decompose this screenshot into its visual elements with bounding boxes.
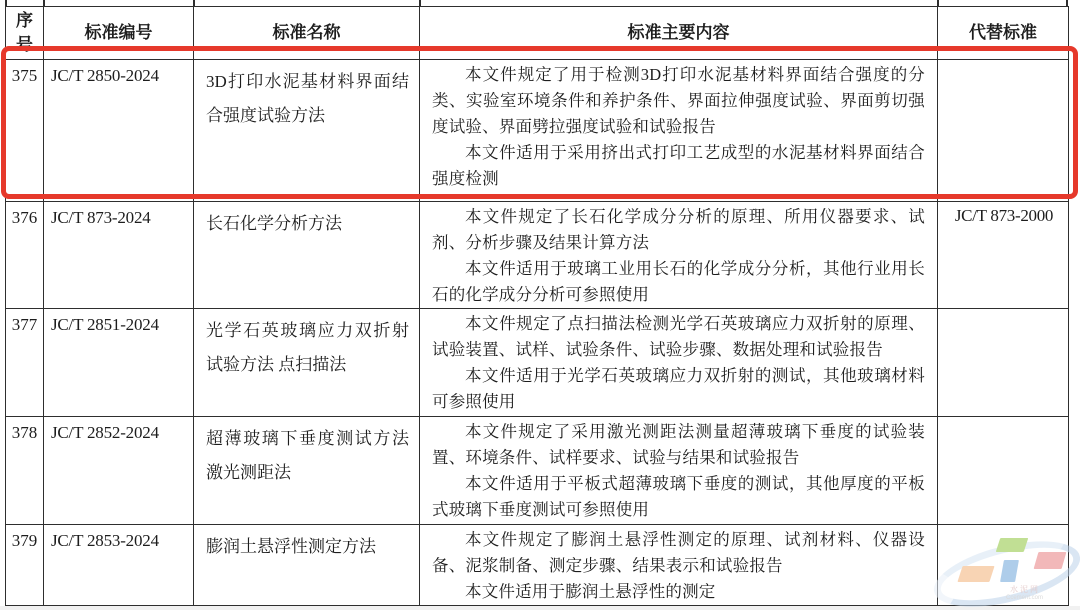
table-row [6,417,1069,525]
cell-serial: 375 [6,60,44,202]
header-replaced-standard: 代替标准 [938,7,1069,60]
content-application-paragraph: 本文件适用于光学石英玻璃应力双折射的测试，其他玻璃材料可参照使用 [432,366,925,411]
table-header-row [6,7,1069,60]
table-row [6,309,1069,417]
content-application-paragraph: 本文件适用于玻璃工业用长石的化学成分分析，其他行业用长石的化学成分分析可参照使用 [432,259,925,304]
header-standard-name: 标准名称 [194,7,420,60]
page-bottom-strip [0,606,1080,610]
standards-table [5,6,1069,606]
cell-name: 超薄玻璃下垂度测试方法 激光测距法 [194,417,420,525]
cell-code: JC/T 2850-2024 [44,60,194,202]
cell-content [420,309,938,417]
header-serial: 序号 [6,7,44,60]
cell-serial: 379 [6,525,44,606]
cell-name: 3D打印水泥基材料界面结合强度试验方法 [194,60,420,202]
content-scope-paragraph: 本文件规定了用于检测3D打印水泥基材料界面结合强度的分类、实验室环境条件和养护条件、界面拉伸强度试验、界面剪切强度试验、界面劈拉强度试验和试验报告 [432,65,925,136]
cell-code: JC/T 2852-2024 [44,417,194,525]
cell-content [420,417,938,525]
cell-content [420,60,938,202]
watermark-site-name: 水泥网 [1010,585,1040,594]
content-application-paragraph: 本文件适用于平板式超薄玻璃下垂度的测试，其他厚度的平板式玻璃下垂度测试可参照使用 [432,474,925,519]
cell-code: JC/T 873-2024 [44,202,194,309]
content-scope-paragraph: 本文件规定了采用激光测距法测量超薄玻璃下垂度的试验装置、环境条件、试样要求、试验与结果和试验报告 [432,422,925,467]
cell-serial: 377 [6,309,44,417]
table-row [6,525,1069,606]
header-standard-code: 标准编号 [44,7,194,60]
cell-name: 长石化学分析方法 [194,202,420,309]
table-row [6,202,1069,309]
cell-replaced [938,309,1069,417]
table-row [6,60,1069,202]
content-application-paragraph: 本文件适用于膨润土悬浮性的测定 [465,582,716,601]
header-main-content: 标准主要内容 [420,7,938,60]
cell-replaced: JC/T 873-2000 [938,202,1069,309]
cell-replaced [938,525,1069,606]
content-application-paragraph: 本文件适用于采用挤出式打印工艺成型的水泥基材料界面结合强度检测 [432,143,925,188]
cell-replaced [938,417,1069,525]
cell-name: 膨润土悬浮性测定方法 [194,525,420,606]
content-scope-paragraph: 本文件规定了点扫描法检测光学石英玻璃应力双折射的原理、试验装置、试样、试验条件、试验步骤、数据处理和试验报告 [432,314,925,359]
cell-code: JC/T 2853-2024 [44,525,194,606]
cell-content [420,202,938,309]
content-scope-paragraph: 本文件规定了长石化学成分分析的原理、所用仪器要求、试剂、分析步骤及结果计算方法 [432,207,925,252]
cell-content [420,525,938,606]
cell-replaced [938,60,1069,202]
cell-serial: 376 [6,202,44,309]
content-scope-paragraph: 本文件规定了膨润土悬浮性测定的原理、试剂材料、仪器设备、泥浆制备、测定步骤、结果表示和试验报告 [432,530,925,575]
cell-serial: 378 [6,417,44,525]
watermark-site-domain: Ccement.com [1006,595,1044,601]
cell-code: JC/T 2851-2024 [44,309,194,417]
cell-name: 光学石英玻璃应力双折射试验方法 点扫描法 [194,309,420,417]
